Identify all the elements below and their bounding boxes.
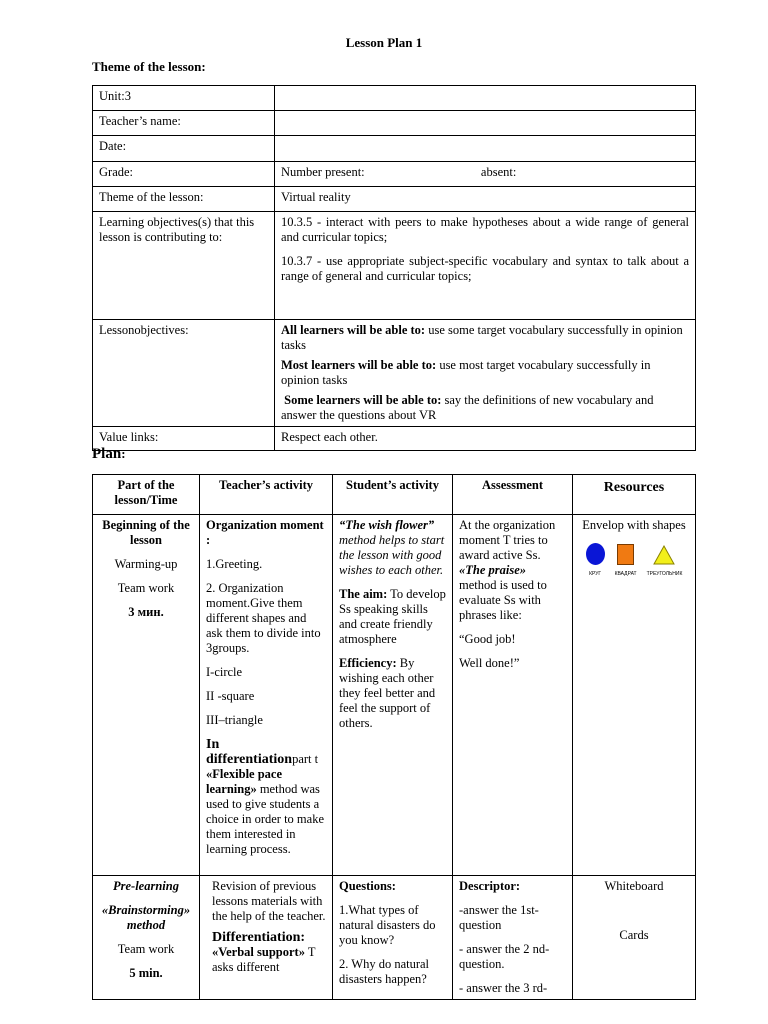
- row1-resources: [573, 515, 696, 876]
- lesson-objectives: [275, 320, 696, 427]
- header-assessment: Assessment: [453, 475, 573, 515]
- header-student: Student’s activity: [333, 475, 453, 515]
- row1-teacher: [200, 515, 333, 876]
- row1-r-1: Envelop with shapes: [582, 518, 686, 532]
- square-shape: КВАДРАТ: [615, 544, 637, 582]
- attendance-cell: [275, 162, 696, 187]
- row2-s-2: 2. Why do natural disasters happen?: [339, 957, 430, 986]
- grade-cell: Grade:: [93, 162, 275, 187]
- teacher-name-cell: Teacher’s name:: [93, 111, 275, 136]
- row1-s-method: “The wish flower” method helps to start the lesson with good wishes to each other.: [339, 518, 445, 577]
- row2-part-time: 5 min.: [129, 966, 163, 980]
- row1-a-3: “Good job!: [459, 632, 516, 646]
- row2-r-1: Whiteboard: [604, 879, 664, 893]
- learning-objective-1: 10.3.5 - interact with peers to make hypotheses about a wide range of general and curricular topics;: [281, 215, 689, 244]
- header-resources: Resources: [573, 475, 696, 515]
- number-present: Number present:: [281, 165, 365, 179]
- absent: absent:: [480, 165, 517, 179]
- header-teacher: Teacher’s activity: [200, 475, 333, 515]
- circle-shape: КРУГ: [586, 543, 605, 582]
- objective-all: All learners will be able to: use some target vocabulary successfully in opinion tasks: [281, 323, 683, 352]
- row1-t-4: II -square: [206, 689, 255, 703]
- row1-part-sub2: Team work: [117, 581, 175, 595]
- row1-part-sub1: Warming-up: [114, 557, 178, 571]
- row2-assessment: [453, 876, 573, 1000]
- row1-assessment: [453, 515, 573, 876]
- row2-part-method: «Brainstorming» method: [101, 903, 191, 932]
- row2-a-2: - answer the 2 nd-question.: [459, 942, 550, 971]
- row2-resources: [573, 876, 696, 1000]
- row2-s-1: 1.What types of natural disasters do you know?: [339, 903, 436, 947]
- row1-t-1: 1.Greeting.: [206, 557, 263, 571]
- value-links-label: Value links:: [93, 427, 275, 451]
- row2-a-3: - answer the 3 rd-: [459, 981, 548, 995]
- row2-r-2: Cards: [619, 928, 649, 942]
- page-title: Lesson Plan 1: [345, 35, 423, 50]
- row2-part-sub: Team work: [117, 942, 175, 956]
- plan-table: [92, 474, 696, 1000]
- row2-a-heading: Descriptor:: [459, 879, 521, 893]
- date-value: [275, 136, 696, 162]
- theme-label: Theme of the lesson:: [93, 187, 275, 212]
- lesson-objectives-label: Lessonobjectives:: [93, 320, 275, 427]
- row2-s-heading: Questions:: [339, 879, 396, 893]
- row2-part: [93, 876, 200, 1000]
- info-table: [92, 85, 696, 451]
- row2-teacher: [200, 876, 333, 1000]
- unit-cell: Unit:3: [93, 86, 275, 111]
- theme-heading: Theme of the lesson:: [92, 59, 206, 74]
- row1-student: [333, 515, 453, 876]
- row1-a-1: At the organization moment T tries to award active Ss. «The praise» method is used to evaluate Ss with phrases like:: [459, 518, 556, 622]
- row1-t-diff: In differentiationpart t «Flexible pace learning» method was used to give students a choice in order to make them interested in learning process.: [206, 737, 325, 856]
- row1-part: [93, 515, 200, 876]
- unit-value: [275, 86, 696, 111]
- row1-t-3: I-circle: [206, 665, 243, 679]
- row1-t-heading: Organization moment :: [206, 518, 324, 547]
- triangle-shape: ТРЕУГОЛЬНИК: [647, 545, 683, 582]
- teacher-name-value: [275, 111, 696, 136]
- shapes-image: [579, 543, 689, 582]
- row1-s-aim: The aim: To develop Ss speaking skills and create friendly atmosphere: [339, 587, 446, 646]
- value-links-text: Respect each other.: [275, 427, 696, 451]
- row2-a-1: -answer the 1st-question: [459, 903, 539, 932]
- row1-a-4: Well done!”: [459, 656, 520, 670]
- row1-part-time: 3 мин.: [128, 605, 164, 619]
- learning-objectives: [275, 212, 696, 320]
- row2-t-diff: Differentiation: «Verbal support» T asks different: [212, 930, 316, 974]
- row2-t-1: Revision of previous lessons materials with the help of the teacher.: [212, 879, 326, 923]
- header-part: Part of the lesson/Time: [93, 475, 200, 515]
- objective-most: Most learners will be able to: use most target vocabulary successfully in opinion tasks: [281, 358, 651, 387]
- row1-t-5: III–triangle: [206, 713, 263, 727]
- row1-s-eff: Efficiency: By wishing each other they feel better and feel the support of others.: [339, 656, 436, 730]
- learning-objective-2: 10.3.7 - use appropriate subject-specific vocabulary and syntax to talk about a range of general and curricular topics;: [281, 254, 689, 283]
- objective-some: Some learners will be able to: say the definitions of new vocabulary and answer the questions about VR: [281, 393, 654, 422]
- row1-part-title: Beginning of the lesson: [102, 518, 190, 547]
- plan-heading: Plan:: [92, 446, 126, 462]
- row1-t-2: 2. Organization moment.Give them different shapes and ask them to divide into 3groups.: [206, 581, 321, 655]
- row2-student: [333, 876, 453, 1000]
- row2-part-title: Pre-learning: [113, 879, 179, 893]
- learning-objectives-label: Learning objectives(s) that this lesson is contributing to:: [93, 212, 275, 320]
- theme-value: Virtual reality: [275, 187, 696, 212]
- date-cell: Date:: [93, 136, 275, 162]
